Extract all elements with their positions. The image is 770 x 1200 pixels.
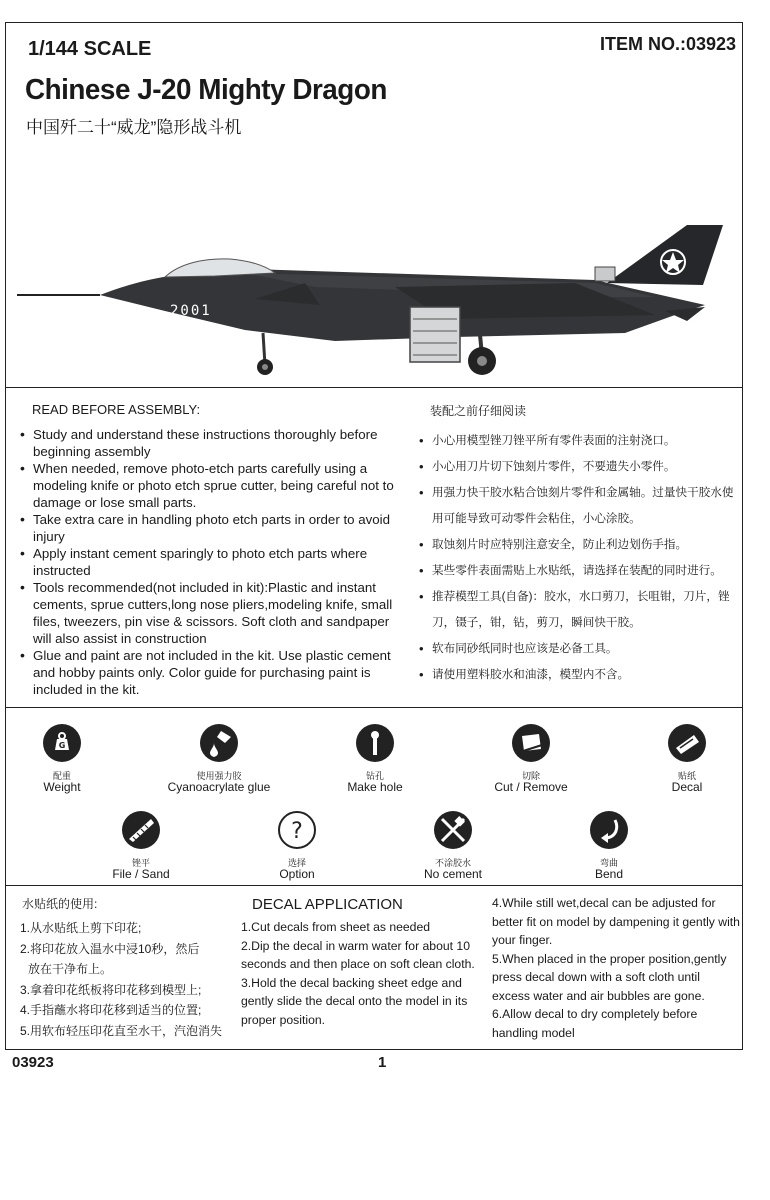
symbol-label-en: Option	[279, 867, 315, 881]
symbol-label-en: Bend	[594, 867, 624, 881]
instruction-item: • Tools recommended(not included in kit):Plastic and instant cements, sprue cutters,long nose pliers,modeling knife, small files, tweezers, pin vise & scissors. Soft cloth and sandpaper will also assist in construction	[18, 579, 410, 647]
instructions-list-zh	[418, 428, 738, 688]
instruction-item: • Apply instant cement sparingly to photo etch parts where instructed	[18, 545, 410, 579]
footer-item-code: 03923	[12, 1054, 54, 1071]
instructions-title-en: READ BEFORE ASSEMBLY:	[32, 402, 201, 417]
aircraft-illustration	[15, 215, 730, 385]
bend-icon	[589, 810, 629, 850]
kit-title: Chinese J-20 Mighty Dragon	[25, 74, 387, 106]
divider-line	[5, 885, 743, 886]
decal-step: 2.Dip the decal in warm water for about 10 seconds and then place on soft clean cloth.	[241, 938, 475, 971]
decal-step: 6.Allow decal to dry completely before handling model	[492, 1007, 698, 1040]
symbol-label-en: No cement	[423, 867, 483, 881]
decal-step-zh: 4.手指蘸水将印花移到适当的位置;	[20, 1003, 202, 1017]
divider-line	[5, 387, 743, 388]
svg-text:G: G	[58, 741, 66, 750]
decal-step-zh: 5.用软布轻压印花直至水干，汽泡消失	[20, 1023, 223, 1038]
instruction-item-zh: • 用强力快干胶水粘合蚀刻片零件和金属轴。过量快干胶水使用可能导致可动零件会粘住，小心涂胶。	[418, 480, 738, 532]
page-number: 1	[378, 1054, 387, 1071]
decal-step-zh: 1.从水贴纸上剪下印花;	[20, 921, 142, 935]
glue-icon	[199, 723, 239, 763]
instruction-item-zh: • 某些零件表面需贴上水贴纸，请选择在装配的同时进行。	[418, 558, 738, 584]
symbol-label-en: Cyanoacrylate glue	[167, 780, 271, 794]
symbol-glue	[149, 723, 289, 794]
decal-step-zh: 2.将印花放入温水中浸10秒，然后	[20, 941, 200, 956]
symbol-label-en: File / Sand	[112, 867, 170, 881]
weight-icon	[42, 723, 82, 763]
symbol-label-zh: 钻孔	[365, 771, 384, 781]
symbol-label-en: Cut / Remove	[494, 780, 568, 794]
symbol-label-zh: 锉平	[131, 858, 150, 868]
symbol-label-en: Weight	[43, 780, 81, 794]
symbol-drill	[305, 723, 445, 794]
symbol-weight	[0, 723, 132, 794]
symbol-label-en: Make hole	[347, 780, 403, 794]
aircraft-serial: 2001	[170, 303, 212, 319]
symbol-file	[71, 810, 211, 881]
decal-step-zh: 3.拿着印花纸板将印花移到模型上;	[20, 982, 202, 997]
kit-subtitle-zh: 中国歼二十“威龙”隐形战斗机	[26, 118, 242, 137]
cut-icon	[511, 723, 551, 763]
symbol-label-zh: 使用强力胶	[196, 771, 242, 781]
decal-steps-a	[241, 918, 491, 1029]
symbol-label-zh: 贴纸	[677, 771, 696, 781]
decal-title-zh: 水贴纸的使用:	[22, 897, 98, 911]
drill-icon	[355, 723, 395, 763]
decal-step: 1.Cut decals from sheet as needed	[241, 920, 431, 934]
symbol-label-zh: 弯曲	[599, 858, 618, 868]
instruction-item-zh: • 取蚀刻片时应特别注意安全，防止利边划伤手指。	[418, 532, 738, 558]
symbol-label-zh: 不涂胶水	[434, 858, 471, 868]
symbol-label-zh: 配重	[52, 771, 71, 781]
decal-steps-b	[492, 894, 740, 1042]
symbol-bend	[539, 810, 679, 881]
decal-step: 5.When placed in the proper position,gently press decal down with a soft cloth until excess water and air bubbles are gone.	[492, 951, 727, 1003]
symbol-decal	[617, 723, 757, 794]
question-icon	[277, 810, 317, 850]
decal-step: 3.Hold the decal backing sheet edge and gently slide the decal onto the model in its proper position.	[241, 975, 468, 1027]
symbol-label-en: Decal	[671, 780, 703, 794]
item-number: ITEM NO.:03923	[599, 34, 736, 54]
decal-step: 4.While still wet,decal can be adjusted for better fit on model by dampening it gently with your finger.	[492, 896, 740, 947]
decal-steps-zh	[20, 918, 235, 1041]
decal-title: DECAL APPLICATION	[252, 896, 403, 913]
instruction-item-zh: • 请使用塑料胶水和油漆，模型内不含。	[418, 662, 738, 688]
instruction-item-zh: • 小心用模型锉刀锉平所有零件表面的注射浇口。	[418, 428, 738, 454]
svg-text:?: ?	[291, 819, 303, 844]
instruction-item: • When needed, remove photo-etch parts carefully using a modeling knife or photo etch sprue cutter, being careful not to damage or lose small parts.	[18, 460, 410, 511]
symbol-option	[227, 810, 367, 881]
instructions-title-zh: 装配之前仔细阅读	[430, 404, 527, 418]
symbol-label-zh: 选择	[287, 858, 306, 868]
instruction-item-zh: • 小心用刀片切下蚀刻片零件，不要遗失小零件。	[418, 454, 738, 480]
instructions-list-en	[18, 426, 410, 698]
instruction-item-zh: • 推荐模型工具(自备)：胶水，水口剪刀，长咀钳，刀片，锉刀，镊子，钳，钻，剪刀，瞬间快干胶。	[418, 584, 738, 636]
instruction-item: • Study and understand these instructions thoroughly before beginning assembly	[18, 426, 410, 460]
divider-line	[5, 707, 743, 708]
instruction-item: • Take extra care in handling photo etch parts in order to avoid injury	[18, 511, 410, 545]
decal-icon	[667, 723, 707, 763]
symbol-cut	[461, 723, 601, 794]
instruction-item-zh: • 软布同砂纸同时也应该是必备工具。	[418, 636, 738, 662]
instruction-item: • Glue and paint are not included in the kit. Use plastic cement and hobby paints only. Color guide for purchasing paint is included in the kit.	[18, 647, 410, 698]
file-icon	[121, 810, 161, 850]
decal-step-zh: 放在干净布上。	[28, 962, 113, 976]
no-cement-icon	[433, 810, 473, 850]
symbol-no-cement	[383, 810, 523, 881]
symbol-label-zh: 切除	[521, 771, 540, 781]
scale-label: 1/144 SCALE	[28, 38, 152, 60]
